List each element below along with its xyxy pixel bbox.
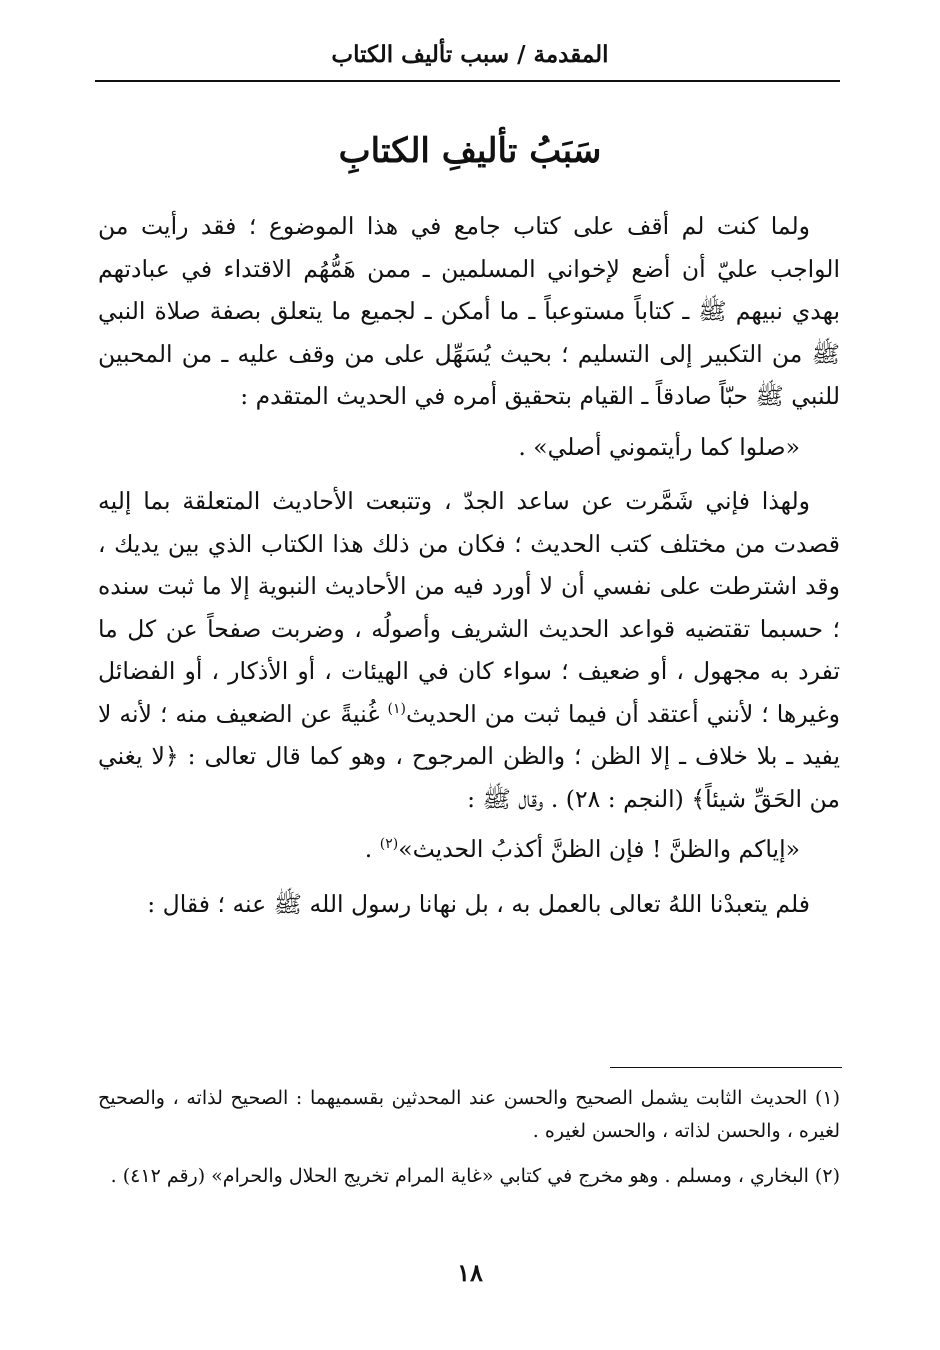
hadith-quote-1: «صلوا كما رأيتموني أصلي» . [518, 432, 800, 461]
paragraph-2-text-b: غُنيةً عن الضعيف منه ؛ لأنه لا يفيد ـ بلا خلاف ـ إلا الظن ؛ والظن المرجوح ، وهو كما قال تعالى : ﴿لا يغني من الحَقِّ شيئاً﴾ (النجم : ٢٨) . وقال ﷺ : [98, 699, 840, 813]
paragraph-1: ولما كنت لم أقف على كتاب جامع في هذا الموضوع ؛ فقد رأيت من الواجب عليّ أن أضع لإخواني المسلمين ـ ممن هَمُّهُم الاقتداء في عبادتهم بهدي نبيهم ﷺ ـ كتاباً مستوعباً ـ ما أمكن ـ لجميع ما يتعلق بصفة صلاة النبي ﷺ من التكبير إلى التسليم ؛ بحيث يُسَهِّل على من وقف عليه ـ من المحبين للنبي ﷺ حبّاً صادقاً ـ القيام بتحقيق أمره في الحديث المتقدم : [98, 212, 840, 410]
paragraph-3: فلم يتعبدْنا اللهُ تعالى بالعمل به ، بل نهانا رسول الله ﷺ عنه ؛ فقال : [147, 889, 810, 918]
paragraph-2 [98, 480, 840, 820]
footnote-ref-1: (١) [387, 700, 406, 717]
running-head: المقدمة / سبب تأليف الكتاب [331, 41, 609, 68]
footnote-1: (١) الحديث الثابت يشمل الصحيح والحسن عند المحدثين بقسميهما : الصحيح لذاته ، والصحيح لغيره ، والحسن لذاته ، والحسن لغيره . [98, 1087, 840, 1142]
footnote-2: (٢) البخاري ، ومسلم . وهو مخرج في كتابي «غاية المرام تخريج الحلال والحرام» (رقم ٤١٢) . [110, 1165, 840, 1187]
hadith-quote-2-end: . [364, 835, 380, 863]
hadith-quote-2 [98, 828, 840, 871]
footnotes [98, 1082, 840, 1205]
page-number: ١٨ [457, 1258, 483, 1287]
chapter-title: سَبَبُ تأليفِ الكتابِ [338, 131, 602, 171]
footnote-rule [610, 1067, 842, 1068]
body-text [98, 205, 840, 925]
paragraph-2-text-a: ولهذا فإني شَمَّرت عن ساعد الجدّ ، وتتبعت الأحاديث المتعلقة بما إليه قصدت من مختلف كتب الحديث ؛ فكان من ذلك هذا الكتاب الذي بين يديك ، وقد اشترطت على نفسي أن لا أورد فيه من الأحاديث النبوية إلا ما ثبت سنده ؛ حسبما تقتضيه قواعد الحديث الشريف وأصولُه ، وضربت صفحاً عن كل ما تفرد به مجهول ، أو ضعيف ؛ سواء كان في الهيئات ، أو الأذكار ، أو الفضائل وغيرها ؛ لأنني أعتقد أن فيما ثبت من الحديث [98, 487, 840, 728]
hadith-quote-2-text: «إياكم والظنَّ ! فإن الظنَّ أكذبُ الحديث» [398, 835, 800, 863]
header-rule [95, 80, 840, 82]
footnote-ref-2: (٢) [379, 836, 399, 853]
